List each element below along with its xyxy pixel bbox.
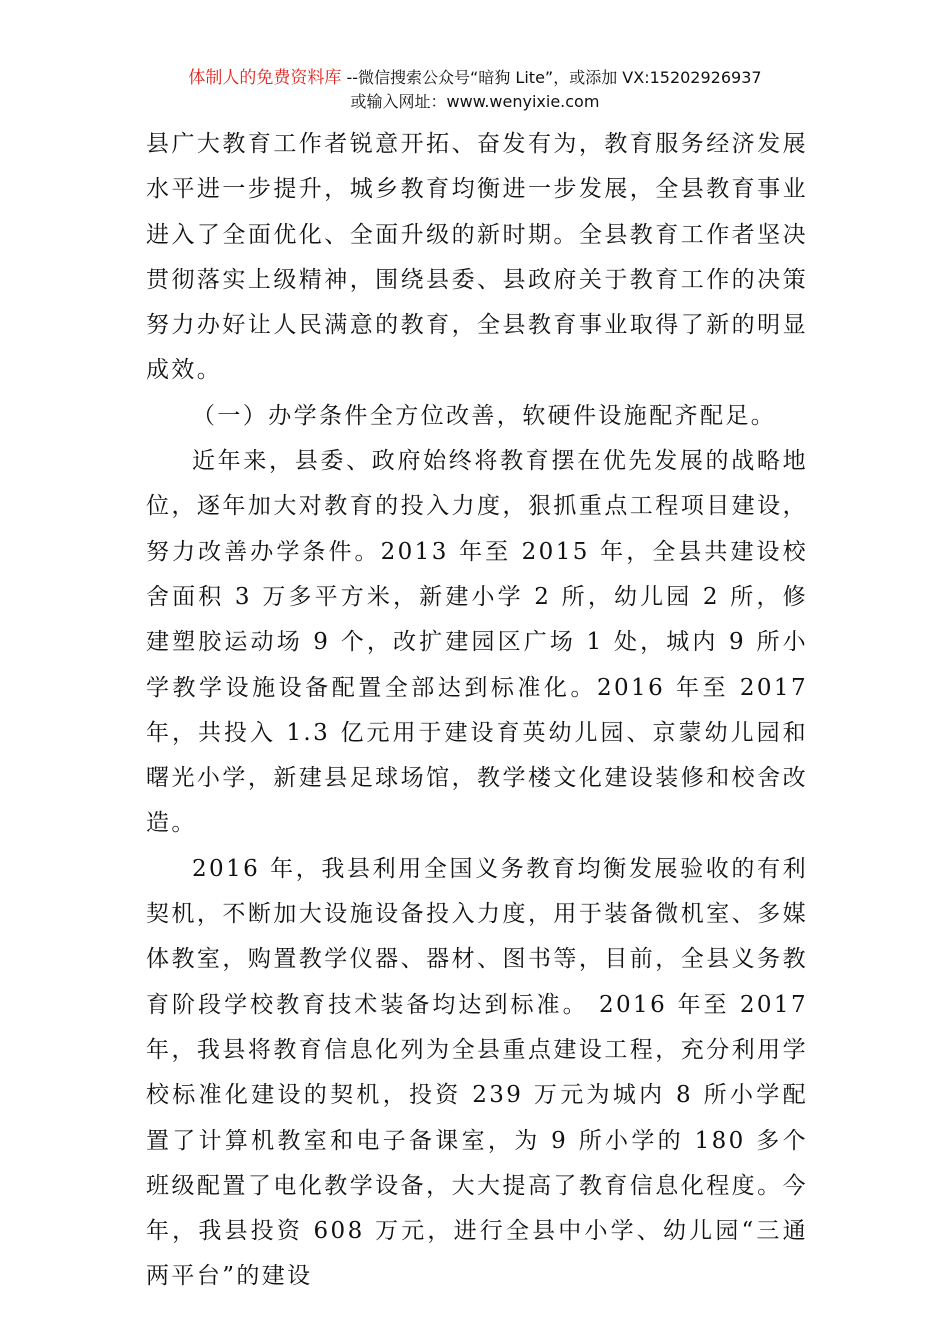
watermark-header <box>0 66 950 114</box>
section-heading: （一）办学条件全方位改善，软硬件设施配齐配足。 <box>192 402 777 429</box>
watermark-contact: --微信搜索公众号“暗狗 Lite”，或添加 VX:15202926937 <box>341 68 762 87</box>
document-body <box>146 122 808 1300</box>
paragraph-equipment: 2016 年，我县利用全国义务教育均衡发展验收的有利契机，不断加大设施设备投入力度，用于装备微机室、多媒体教室，购置教学仪器、器材、图书等，目前，全县义务教育阶段学校教育技术装备均达到标准。 2016 年至 2017 年，我县将教育信息化列为全县重点建设工程，充分利用学校标准化建设的契机，投资 239 万元为城内 8 所小学配置了计算机教室和电子备课室，为 9 所小学的 180 多个班级配置了电化教学设备，大大提高了教育信息化程度。今年，我县投资 608 万元，进行全县中小学、幼儿园“三通两平台”的建设 <box>146 855 808 1290</box>
watermark-line-1 <box>0 66 950 90</box>
watermark-line-2: 或输入网址：www.wenyixie.com <box>350 92 600 111</box>
paragraph-intro: 县广大教育工作者锐意开拓、奋发有为，教育服务经济发展水平进一步提升，城乡教育均衡进一步发展，全县教育事业进入了全面优化、全面升级的新时期。全县教育工作者坚决贯彻落实上级精神，围绕县委、县政府关于教育工作的决策努力办好让人民满意的教育，全县教育事业取得了新的明显成效。 <box>146 131 808 384</box>
watermark-brand: 体制人的免费资料库 <box>188 68 342 88</box>
paragraph-investment: 近年来，县委、政府始终将教育摆在优先发展的战略地位，逐年加大对教育的投入力度，狠抓重点工程项目建设，努力改善办学条件。2013 年至 2015 年，全县共建设校舍面积 3 万多平方米，新建小学 2 所，幼儿园 2 所，修建塑胶运动场 9 个，改扩建园区广场 1 处，城内 9 所小学教学设施设备配置全部达到标准化。2016 年至 2017 年，共投入 1.3 亿元用于建设育英幼儿园、京蒙幼儿园和曙光小学，新建县足球场馆，教学楼文化建设装修和校舍改造。 <box>146 448 808 837</box>
